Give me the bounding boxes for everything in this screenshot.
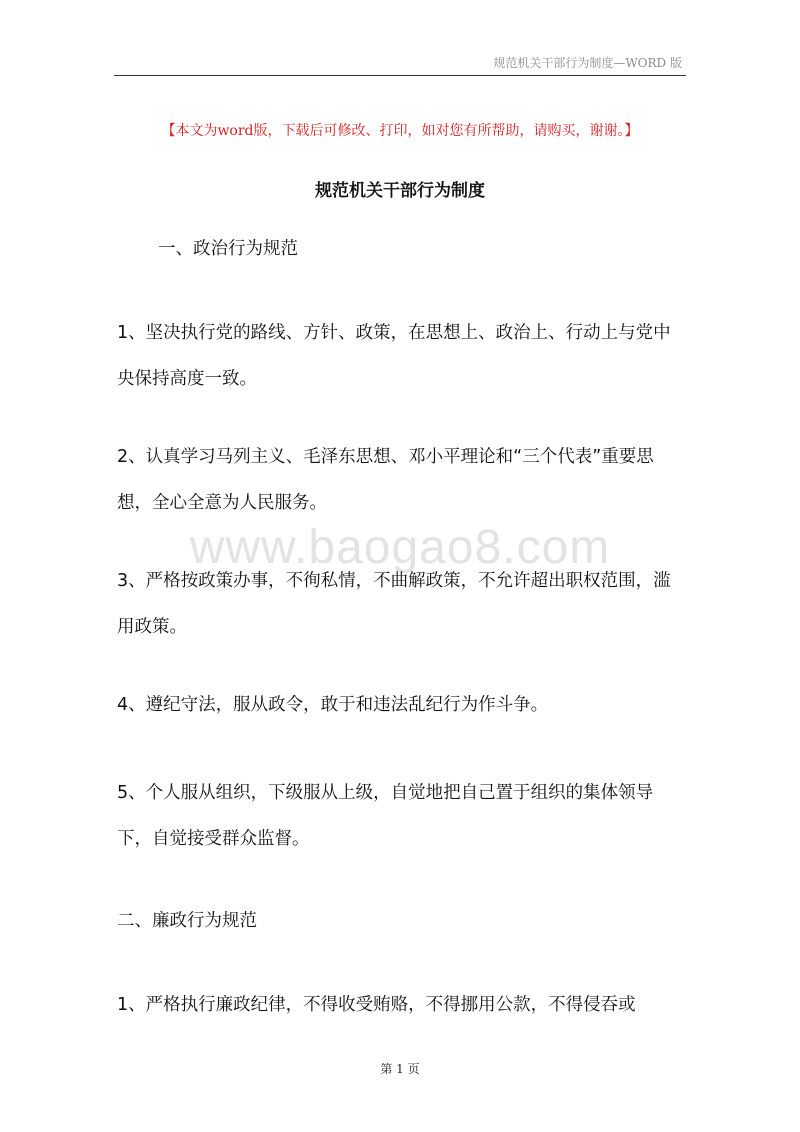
paragraph-item: 4、遵纪守法，服从政令，敢于和违法乱纪行为作斗争。	[117, 695, 549, 715]
paragraph-item: 5、个人服从组织，下级服从上级，自觉地把自己置于组织的集体领导下，自觉接受群众监督。	[117, 783, 654, 849]
running-header-title: 规范机关干部行为制度—WORD 版	[493, 56, 682, 70]
section-heading-political: 一、政治行为规范	[158, 239, 298, 259]
paragraph-item: 2、认真学习马列主义、毛泽东思想、邓小平理论和“三个代表”重要思想，全心全意为人民服务。	[117, 447, 654, 513]
paragraph-item: 1、严格执行廉政纪律，不得收受贿赂，不得挪用公款，不得侵吞或	[117, 995, 636, 1015]
header-divider	[114, 75, 686, 76]
watermark: www.baogao8.com	[189, 521, 611, 574]
paragraph-item: 1、坚决执行党的路线、方针、政策，在思想上、政治上、行动上与党中央保持高度一致。	[117, 323, 671, 389]
page-number: 第 1 页	[380, 1062, 420, 1076]
document-notice: 【本文为word版，下载后可修改、打印，如对您有所帮助，请购买，谢谢。】	[161, 123, 639, 139]
section-heading-integrity: 二、廉政行为规范	[117, 911, 257, 931]
paragraph-item: 3、严格按政策办事，不徇私情，不曲解政策，不允许超出职权范围，滥用政策。	[117, 571, 671, 637]
document-title: 规范机关干部行为制度	[315, 181, 485, 201]
